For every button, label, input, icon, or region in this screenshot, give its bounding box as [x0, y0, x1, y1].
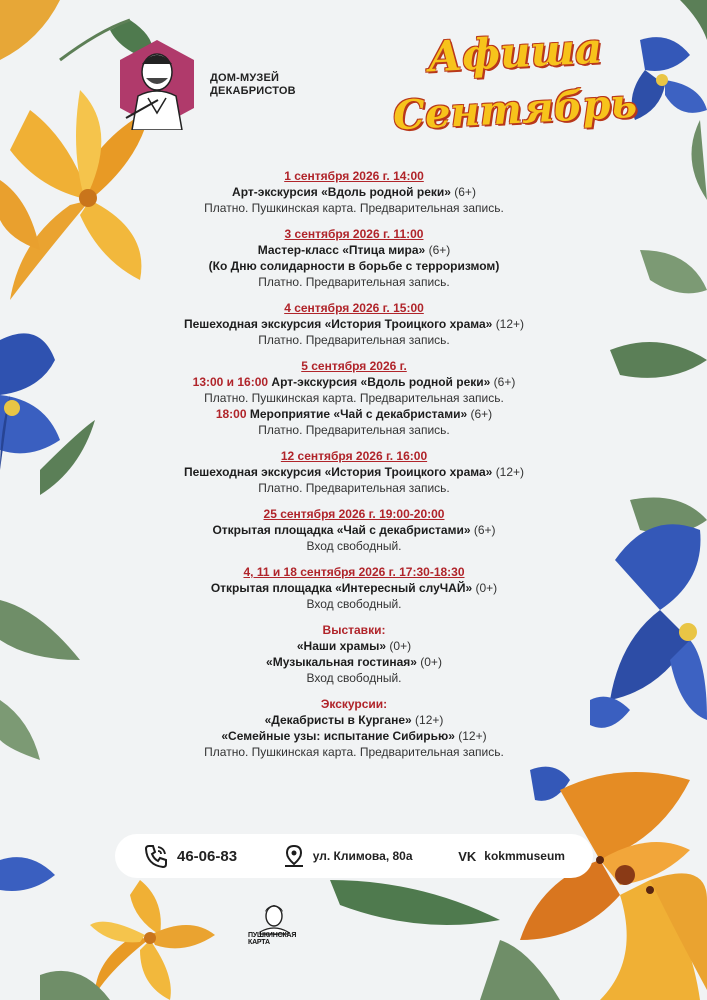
event-name: Мероприятие «Чай с декабристами»: [249, 407, 468, 421]
event-name: Арт-экскурсия «Вдоль родной реки»: [271, 375, 491, 389]
event-time: 13:00 и 16:00: [192, 375, 269, 389]
excursions-note: Платно. Пушкинская карта. Предварительная запись.: [204, 745, 504, 759]
orange-flower-bottom-left: [0, 857, 215, 1000]
exhibitions-note: Вход свободный.: [306, 671, 402, 685]
excursion-name: «Декабристы в Кургане»: [264, 713, 412, 727]
exhibitions-section: [110, 622, 598, 686]
exhibitions-heading: Выставки:: [322, 623, 386, 637]
age-rating: (12+): [495, 317, 525, 331]
event-note: Платно. Предварительная запись.: [258, 275, 450, 289]
poster-title-line2: Сентябрь: [391, 79, 638, 140]
exhibition-name: «Музыкальная гостиная»: [266, 655, 417, 669]
event-note: Вход свободный.: [306, 539, 402, 553]
vk-handle: kokmmuseum: [484, 849, 565, 863]
event-date: 3 сентября 2026 г. 11:00: [284, 227, 424, 241]
excursions-section: [110, 696, 598, 760]
event-date: 4, 11 и 18 сентября 2026 г. 17:30-18:30: [243, 565, 465, 579]
event-name: Открытая площадка «Чай с декабристами»: [212, 523, 471, 537]
phone-contact[interactable]: [143, 843, 237, 869]
pushkin-card-label: ПУШКИНСКАЯ КАРТА: [248, 932, 297, 946]
age-rating: (6+): [428, 243, 451, 257]
contact-bar: [115, 834, 593, 878]
phone-icon: [143, 843, 169, 869]
event-name: Открытая площадка «Интересный слуЧАЙ»: [210, 581, 473, 595]
age-rating: (6+): [493, 375, 516, 389]
event-note: Платно. Предварительная запись.: [258, 333, 450, 347]
age-rating: (0+): [389, 639, 412, 653]
event-item: [110, 564, 598, 612]
event-name: Арт-экскурсия «Вдоль родной реки»: [232, 185, 451, 199]
leaf-left-2: [0, 700, 40, 760]
poster-title-line1: Афиша: [426, 23, 604, 82]
phone-number: 46-06-83: [177, 847, 238, 865]
event-date: 4 сентября 2026 г. 15:00: [284, 301, 424, 315]
orange-flower-bottom-right: [330, 772, 707, 1000]
vk-contact[interactable]: [458, 849, 565, 864]
event-note: Платно. Пушкинская карта. Предварительная запись.: [204, 391, 504, 405]
excursions-heading: Экскурсии:: [320, 697, 388, 711]
event-name: Мастер-класс «Птица мира»: [257, 243, 426, 257]
age-rating: (6+): [454, 185, 476, 199]
event-date: 5 сентября 2026 г.: [301, 359, 407, 373]
event-time: 18:00: [215, 407, 247, 421]
age-rating: (12+): [415, 713, 444, 727]
event-item: [110, 168, 598, 216]
leaf-right: [640, 250, 707, 293]
address-contact[interactable]: [283, 844, 413, 868]
event-name: Пешеходная экскурсия «История Троицкого храма»: [183, 465, 493, 479]
event-item: [110, 358, 598, 438]
event-item: [110, 506, 598, 554]
event-subtitle: (Ко Дню солидарности в борьбе с терроризмом): [208, 259, 500, 273]
event-date: 1 сентября 2026 г. 14:00: [284, 169, 424, 183]
age-rating: (12+): [495, 465, 525, 479]
event-item: [110, 300, 598, 348]
age-rating: (12+): [458, 729, 487, 743]
blue-flower-left: [0, 333, 95, 495]
museum-logo: [118, 38, 196, 130]
event-date: 12 сентября 2026 г. 16:00: [280, 449, 428, 463]
map-pin-icon: [283, 844, 305, 868]
age-rating: (6+): [470, 407, 493, 421]
event-item: [110, 226, 598, 290]
event-program: [110, 168, 598, 770]
event-note: Вход свободный.: [306, 597, 402, 611]
event-date: 25 сентября 2026 г. 19:00-20:00: [263, 507, 445, 521]
age-rating: (6+): [473, 523, 496, 537]
address-text: ул. Климова, 80а: [312, 849, 413, 863]
age-rating: (0+): [420, 655, 442, 669]
event-note: Платно. Предварительная запись.: [258, 423, 450, 437]
event-name: Пешеходная экскурсия «История Троицкого храма»: [183, 317, 493, 331]
vk-logo-icon: VK: [458, 848, 477, 864]
exhibition-name: «Наши храмы»: [296, 639, 387, 653]
leaf-right-2: [610, 342, 707, 378]
excursion-name: «Семейные узы: испытание Сибирью»: [221, 729, 455, 743]
museum-name: ДОМ-МУЗЕЙ ДЕКАБРИСТОВ: [210, 72, 296, 97]
event-note: Платно. Пушкинская карта. Предварительная запись.: [204, 201, 504, 215]
leaf-left: [0, 600, 80, 660]
event-note: Платно. Предварительная запись.: [258, 481, 450, 495]
age-rating: (0+): [475, 581, 498, 595]
event-item: [110, 448, 598, 496]
